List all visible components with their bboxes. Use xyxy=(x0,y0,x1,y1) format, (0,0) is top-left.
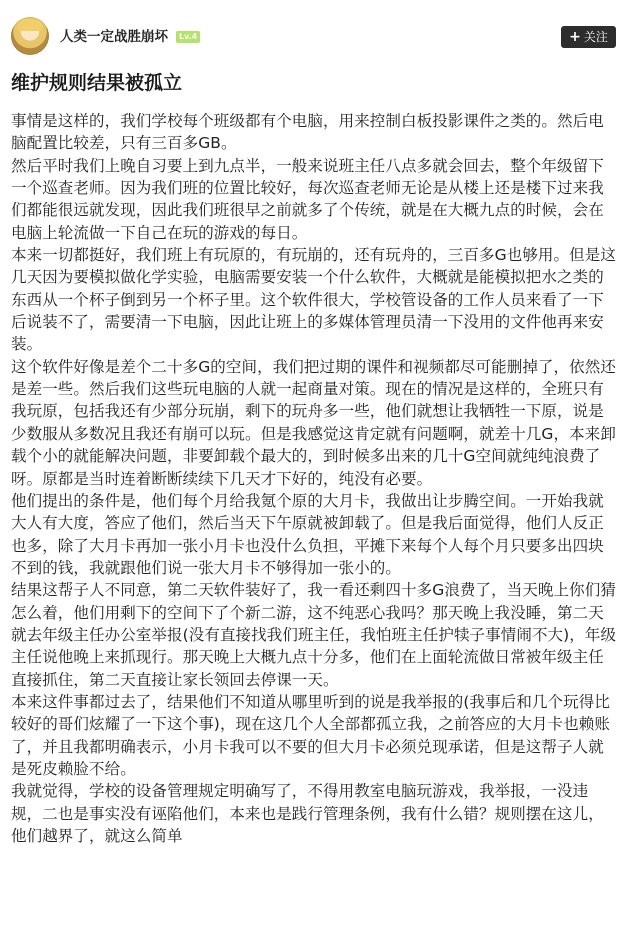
level-badge: Lv.4 xyxy=(176,31,200,43)
paragraph: 事情是这样的，我们学校每个班级都有个电脑，用来控制白板投影课件之类的。然后电脑配置比较差，只有三百多GB。 xyxy=(11,112,604,153)
avatar[interactable] xyxy=(11,17,49,55)
paragraph: 这个软件好像是差个二十多G的空间，我们把过期的课件和视频都尽可能删掉了，依然还是差一些。然后我们这些玩电脑的人就一起商量对策。现在的情况是这样的，全班只有我玩原，包括我还有少部分玩崩，剩下的玩舟多一些，他们就想让我牺牲一下原，说是少数服从多数况且我还有崩可以玩。但是我感觉这肯定就有问题啊，就差十几G，本来卸载个小的就能解决问题，非要卸载个最大的，到时候多出来的几十G空间就纯纯浪费了呀。原都是当时连着断断续续下几天才下好的，纯没有必要。 xyxy=(11,357,616,488)
paragraph: 我就觉得，学校的设备管理规定明确写了，不得用教室电脑玩游戏，我举报，一没违规，二也是事实没有诬陷他们，本来也是践行管理条例，我有什么错？规则摆在这儿，他们越界了，就这么简单 xyxy=(11,782,604,845)
paragraph: 他们提出的条件是，他们每个月给我氪个原的大月卡，我做出让步腾空间。一开始我就大人有大度，答应了他们，然后当天下午原就被卸载了。但是我后面觉得，他们人反正也多，除了大月卡再加一张小月卡也没什么负担，平摊下来每个人每个月只要多出四块不到的钱，我就跟他们说一张大月卡不够得加一张小的。 xyxy=(11,491,604,577)
follow-label: 关注 xyxy=(583,30,608,44)
paragraph: 结果这帮子人不同意，第二天软件装好了，我一看还剩四十多G浪费了，当天晚上你们猜怎么着，他们用剩下的空间下了个新二游，这不纯恶心我吗？那天晚上我没睡，第二天就去年级主任办公室举报(没有直接找我们班主任，我怕班主任护犊子事情闹不大)，年级主任说他晚上来抓现行。那天晚上大概九点十分多，他们在上面轮流做日常被年级主任直接抓住，第二天直接让家长领回去停课一天。 xyxy=(11,581,617,689)
post-header xyxy=(0,0,624,72)
paragraph: 然后平时我们上晚自习要上到九点半，一般来说班主任八点多就会回去，整个年级留下一个巡查老师。因为我们班的位置比较好，每次巡查老师无论是从楼上还是楼下过来我们都能很远就发现，因此我们班很早之前就多了个传统，就是在大概九点的时候，会在电脑上轮流做一下自己在玩的游戏的每日。 xyxy=(11,156,604,242)
post-content xyxy=(11,110,617,847)
paragraph: 本来这件事都过去了，结果他们不知道从哪里听到的说是我举报的(我事后和几个玩得比较好的哥们炫耀了一下这个事)，现在这几个人全部都孤立我，之前答应的大月卡也赖账了，并且我都明确表示，小月卡我可以不要的但大月卡必须兑现承诺，但是这帮子人就是死皮赖脸不给。 xyxy=(11,692,610,778)
plus-icon: + xyxy=(569,29,581,45)
follow-button[interactable] xyxy=(561,26,616,48)
author-name[interactable]: 人类一定战胜崩坏 xyxy=(60,29,168,45)
post-title: 维护规则结果被孤立 xyxy=(11,72,183,94)
paragraph: 本来一切都挺好，我们班上有玩原的，有玩崩的，还有玩舟的，三百多G也够用。但是这几天因为要模拟做化学实验，电脑需要安装一个什么软件，大概就是能模拟把水之类的东西从一个杯子倒到另一个杯子里。这个软件很大，学校管设备的工作人员来看了一下后说装不了，需要清一下电脑，因此让班上的多媒体管理员清一下没用的文件他再来安装。 xyxy=(11,246,616,354)
